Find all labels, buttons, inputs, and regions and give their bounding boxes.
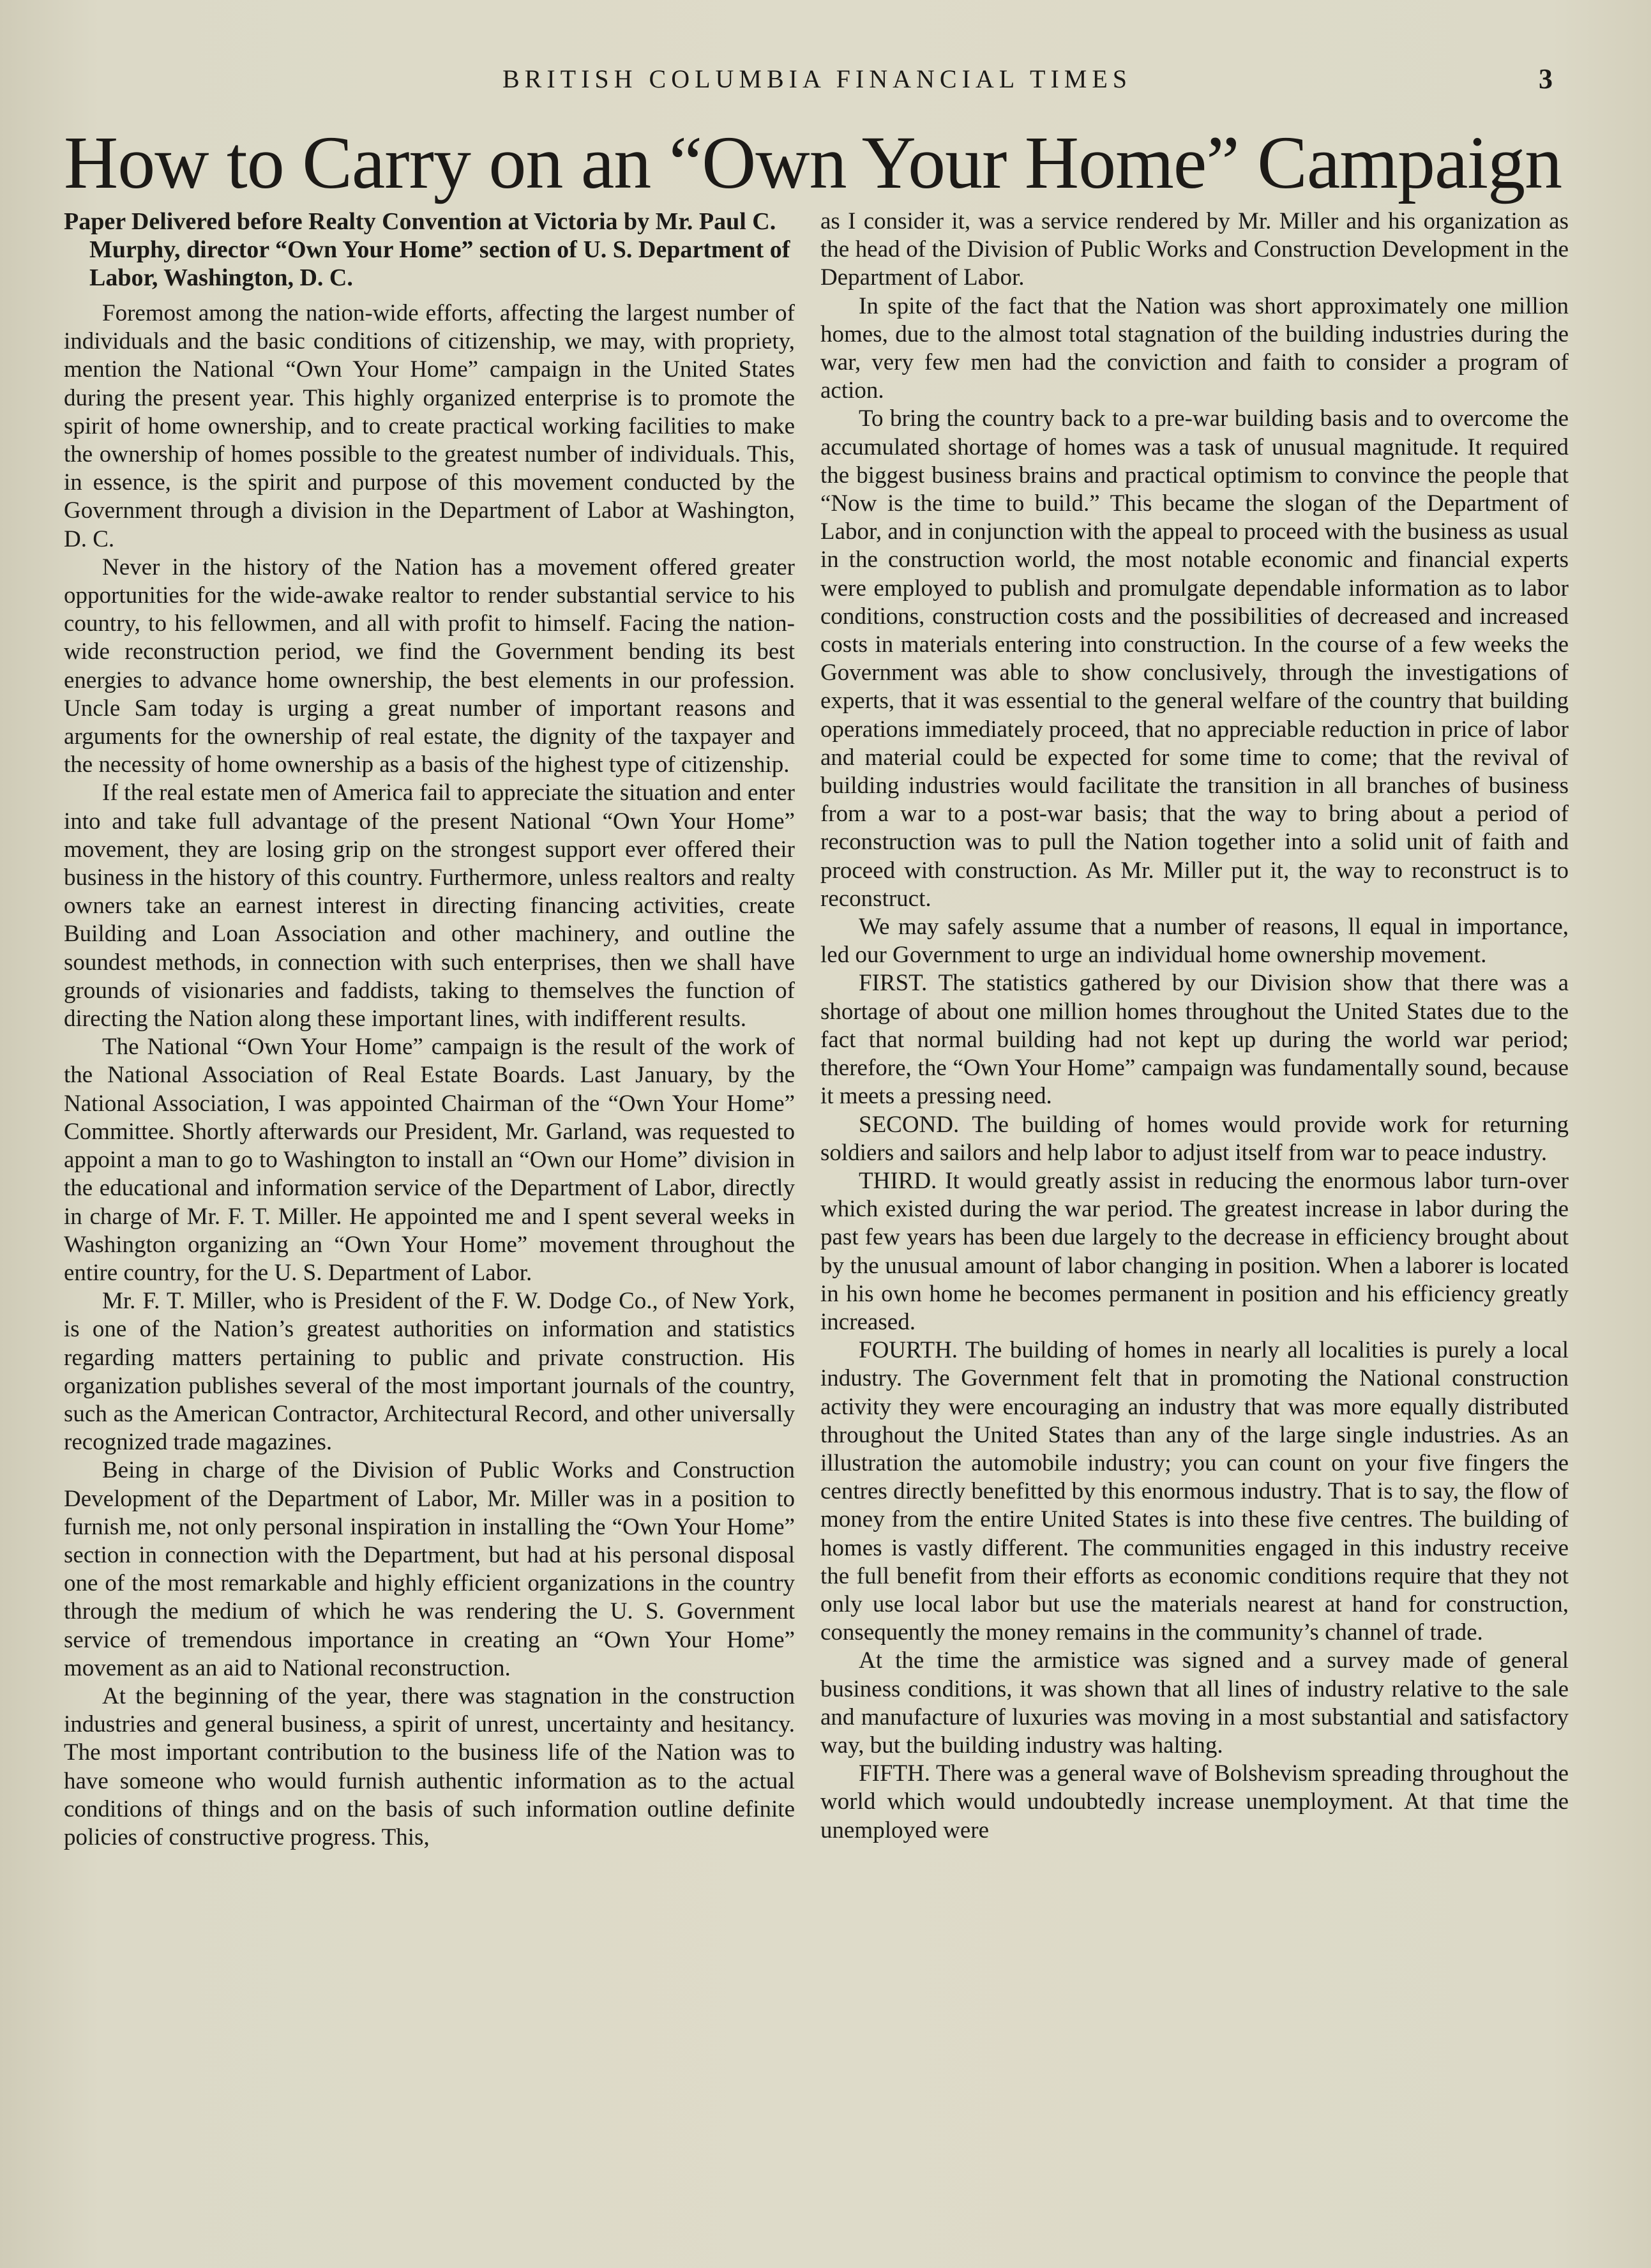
paragraph: We may safely assume that a number of reasons, ll equal in importance, led our Government to urge an individual home ownership movement.	[820, 914, 1569, 969]
paragraph-second-reason: SECOND. The building of homes would provide work for returning soldiers and sailors and help labor to adjust itself from war to peace industry.	[820, 1111, 1569, 1166]
paragraph-first-reason: FIRST. The statistics gathered by our Division show that there was a shortage of about one million homes throughout the United States due to the fact that normal building had not kept up during the world war period; therefore, the “Own Your Home” campaign was fundamentally sound, because it meets a pressing need.	[820, 970, 1569, 1110]
paragraph: The National “Own Your Home” campaign is the result of the work of the National Association of Real Estate Boards. Last January, by the National Association, I was appointed Chairman of the “Own Your Home” Committee. Shortly afterwards our President, Mr. Garland, was requested to appoint a man to go to Washington to install an “Own our Home” division in the educational and information service of the Department of Labor, directly in charge of Mr. F. T. Miller. He appointed me and I spent several weeks in Washington organizing an “Own Your Home” movement throughout the entire country, for the U. S. Department of Labor.	[64, 1034, 795, 1286]
paragraph-continuation: as I consider it, was a service rendered by Mr. Miller and his organization as the head of the Division of Public Works and Construction Development in the Department of Labor.	[820, 208, 1569, 291]
article-headline: How to Carry on an “Own Your Home” Campaign	[64, 121, 1562, 204]
paragraph: Never in the history of the Nation has a movement offered greater opportunities for the wide-awake realtor to render substantial service to his country, to his fellowmen, and all with profit to himself. Facing the nation-wide reconstruction period, we find the Government bending its best energies to advance home ownership, the best elements in our profession. Uncle Sam today is urging a great number of important reasons and arguments for the ownership of real estate, the dignity of the taxpayer and the necessity of home ownership as a basis of the highest type of citizenship.	[64, 554, 795, 778]
paragraph: Mr. F. T. Miller, who is President of the F. W. Dodge Co., of New York, is one of the Nation’s greatest authorities on information and statistics regarding matters pertaining to public and private construction. His organization publishes several of the most important journals of the country, such as the American Contractor, Architectural Record, and other universally recognized trade magazines.	[64, 1288, 795, 1456]
paragraph: At the beginning of the year, there was stagnation in the construction industries and general business, a spirit of unrest, uncertainty and hesitancy. The most important contribution to the business life of the Nation was to have someone who would furnish authentic information as to the actual conditions of things and on the basis of such information outline definite policies of constructive progress. This,	[64, 1682, 795, 1850]
paragraph-third-reason: THIRD. It would greatly assist in reducing the enormous labor turn-over which existed during the war period. The greatest increase in labor during the past few years has been due largely to the decrease in efficiency brought about by the unusual amount of labor changing in position. When a laborer is located in his own home he becomes permanent in position and his efficiency greatly increased.	[820, 1167, 1569, 1335]
article-byline: Paper Delivered before Realty Convention at Victoria by Mr. Paul C. Murphy, director “Own Your Home” section of U. S. Department of Labor, Washington, D. C.	[64, 208, 790, 291]
paragraph: Foremost among the nation-wide efforts, affecting the largest number of individuals and the basic conditions of citizenship, we may, with propriety, mention the National “Own Your Home” campaign in the United States during the present year. This highly organized enterprise is to promote the spirit of home ownership, and to create practical working facilities to make the ownership of homes possible to the greatest number of individuals. This, in essence, is the spirit and purpose of this movement conducted by the Government through a division in the Department of Labor at Washington, D. C.	[64, 300, 795, 552]
paragraph: In spite of the fact that the Nation was short approximately one million homes, due to the almost total stagnation of the building industries during the war, very few men had the conviction and faith to consider a program of action.	[820, 292, 1569, 404]
paragraph: To bring the country back to a pre-war building basis and to overcome the accumulated shortage of homes was a task of unusual magnitude. It required the biggest business brains and practical optimism to convince the people that “Now is the time to build.” This became the slogan of the Department of Labor, and in conjunction with the appeal to proceed with the business as usual in the construction world, the most notable economic and financial experts were employed to publish and promulgate dependable information as to labor conditions, construction costs and the possibilities of decreased and increased costs in materials entering into construction. In the course of a few weeks the Government was able to show conclusively, through the investigations of experts, that it was essential to the general welfare of the country that building operations immediately proceed, that no appreciable reduction in price of labor and material could be expected for some time to come; that the revival of building industries would facilitate the transition in all branches of business from a war to a post-war basis; that the way to bring about a period of reconstruction was to pull the Nation together into a solid unit of faith and proceed with construction. As Mr. Miller put it, the way to reconstruct is to reconstruct.	[820, 405, 1569, 912]
paragraph-fifth-reason: FIFTH. There was a general wave of Bolshevism spreading throughout the world which would undoubtedly increase unemployment. At that time the unemployed were	[820, 1760, 1569, 1843]
paragraph-fourth-reason: FOURTH. The building of homes in nearly all localities is purely a local industry. The Government felt that in promoting the National construction activity they were encouraging an industry that was more equally distributed throughout the United States than any of the large single industries. As an illustration the automobile industry; you can count on your five fingers the centres directly benefitted by this enormous industry. That is to say, the flow of money from the entire United States is into these five centres. The building of homes is vastly different. The communities engaged in this industry receive the full benefit from their efforts as economic conditions require that they not only use local labor but use the materials nearest at hand for construction, consequently the money remains in the community’s channel of trade.	[820, 1337, 1569, 1646]
paragraph: If the real estate men of America fail to appreciate the situation and enter into and take full advantage of the present National “Own Your Home” movement, they are losing grip on the strongest support ever offered their business in the history of this country. Furthermore, unless realtors and realty owners take an earnest interest in directing financing activities, create Building and Loan Association and other machinery, and outline the soundest methods, in connection with such enterprises, then we shall have grounds of visionaries and faddists, taking to themselves the function of directing the Nation along these important lines, with indifferent results.	[64, 780, 795, 1032]
page-number: 3	[1539, 63, 1553, 94]
paragraph: At the time the armistice was signed and a survey made of general business conditions, it was shown that all lines of industry relative to the sale and manufacture of luxuries was moving in a most substantial and satisfactory way, but the building industry was halting.	[820, 1647, 1569, 1758]
paragraph: Being in charge of the Division of Public Works and Construction Development of the Department of Labor, Mr. Miller was in a position to furnish me, not only personal inspiration in installing the “Own Your Home” section in connection with the Department, but had at his personal disposal one of the most remarkable and highly efficient organizations in the country through the medium of which he was rendering the U. S. Government service of tremendous importance in creating an “Own Your Home” movement as an aid to National reconstruction.	[64, 1457, 795, 1681]
right-column	[820, 208, 1569, 1845]
left-column	[64, 208, 795, 1852]
running-head-title: BRITISH COLUMBIA FINANCIAL TIMES	[502, 64, 1133, 93]
